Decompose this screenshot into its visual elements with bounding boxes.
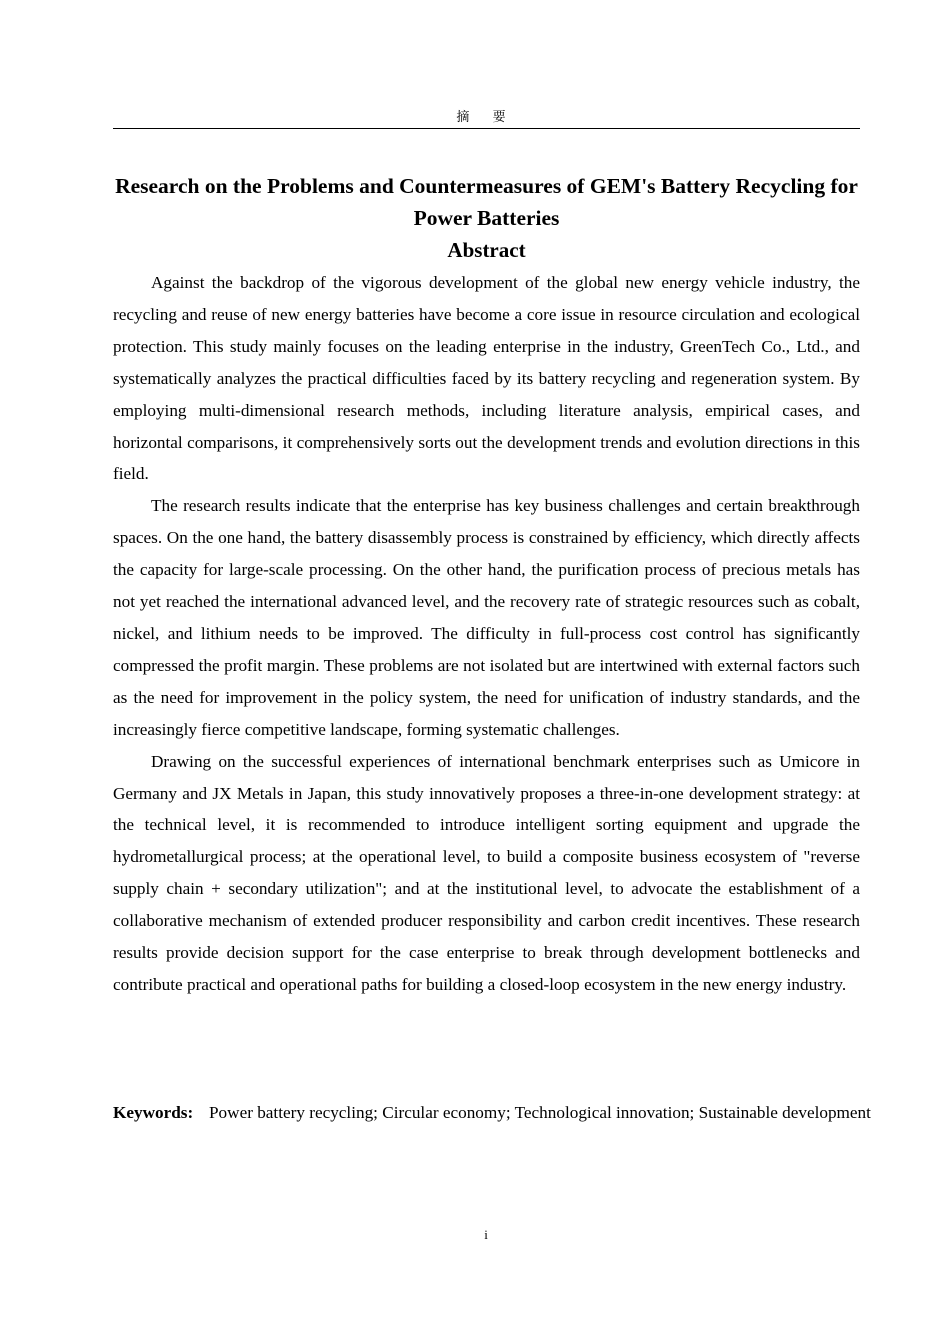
paper-title: Research on the Problems and Countermeasures of GEM's Battery Recycling for Power Batteries bbox=[115, 174, 858, 230]
header-rule bbox=[113, 128, 860, 129]
abstract-paragraph-3: Drawing on the successful experiences of international benchmark enterprises such as Umicore in Germany and JX Metals in Japan, this study innovatively proposes a three-in-one development strategy: at the technical level, it is recommended to introduce intelligent sorting equipment and upgrade the hydrometallurgical process; at the operational level, to build a composite business ecosystem of "reverse supply chain + secondary utilization"; and at the institutional level, to advocate the establishment of a collaborative mechanism of extended producer responsibility and carbon credit incentives. These research results provide decision support for the case enterprise to break through development bottlenecks and contribute practical and operational paths for building a closed-loop ecosystem in the new energy industry. bbox=[113, 751, 860, 994]
abstract-paragraph-2: The research results indicate that the enterprise has key business challenges and certain breakthrough spaces. On the one hand, the battery disassembly process is constrained by efficiency, which directly affects the capacity for large-scale processing. On the other hand, the purification process of precious metals has not yet reached the international advanced level, and the recovery rate of strategic resources such as cobalt, nickel, and lithium needs to be improved. The difficulty in full-process cost control has significantly compressed the profit margin. These problems are not isolated but are intertwined with external factors such as the need for improvement in the policy system, the need for unification of industry standards, and the increasingly fierce competitive landscape, forming systematic challenges. bbox=[113, 496, 860, 739]
abstract-paragraph-1: Against the backdrop of the vigorous development of the global new energy vehicle industry, the recycling and reuse of new energy batteries have become a core issue in resource circulation and ecological protection. This study mainly focuses on the leading enterprise in the industry, GreenTech Co., Ltd., and systematically analyzes the practical difficulties faced by its battery recycling and regeneration system. By employing multi-dimensional research methods, including literature analysis, empirical cases, and horizontal comparisons, it comprehensively sorts out the development trends and evolution directions in this field. bbox=[113, 273, 860, 484]
abstract-heading: Abstract bbox=[447, 238, 526, 262]
running-header: 摘 要 bbox=[456, 109, 516, 124]
keywords-label: Keywords: bbox=[113, 1103, 194, 1122]
page-number: i bbox=[484, 1227, 488, 1242]
keywords-text: Power battery recycling; Circular economy; Technological innovation; Sustainable development bbox=[209, 1103, 871, 1122]
keywords-block bbox=[113, 1097, 877, 1129]
abstract-body bbox=[113, 267, 860, 1001]
